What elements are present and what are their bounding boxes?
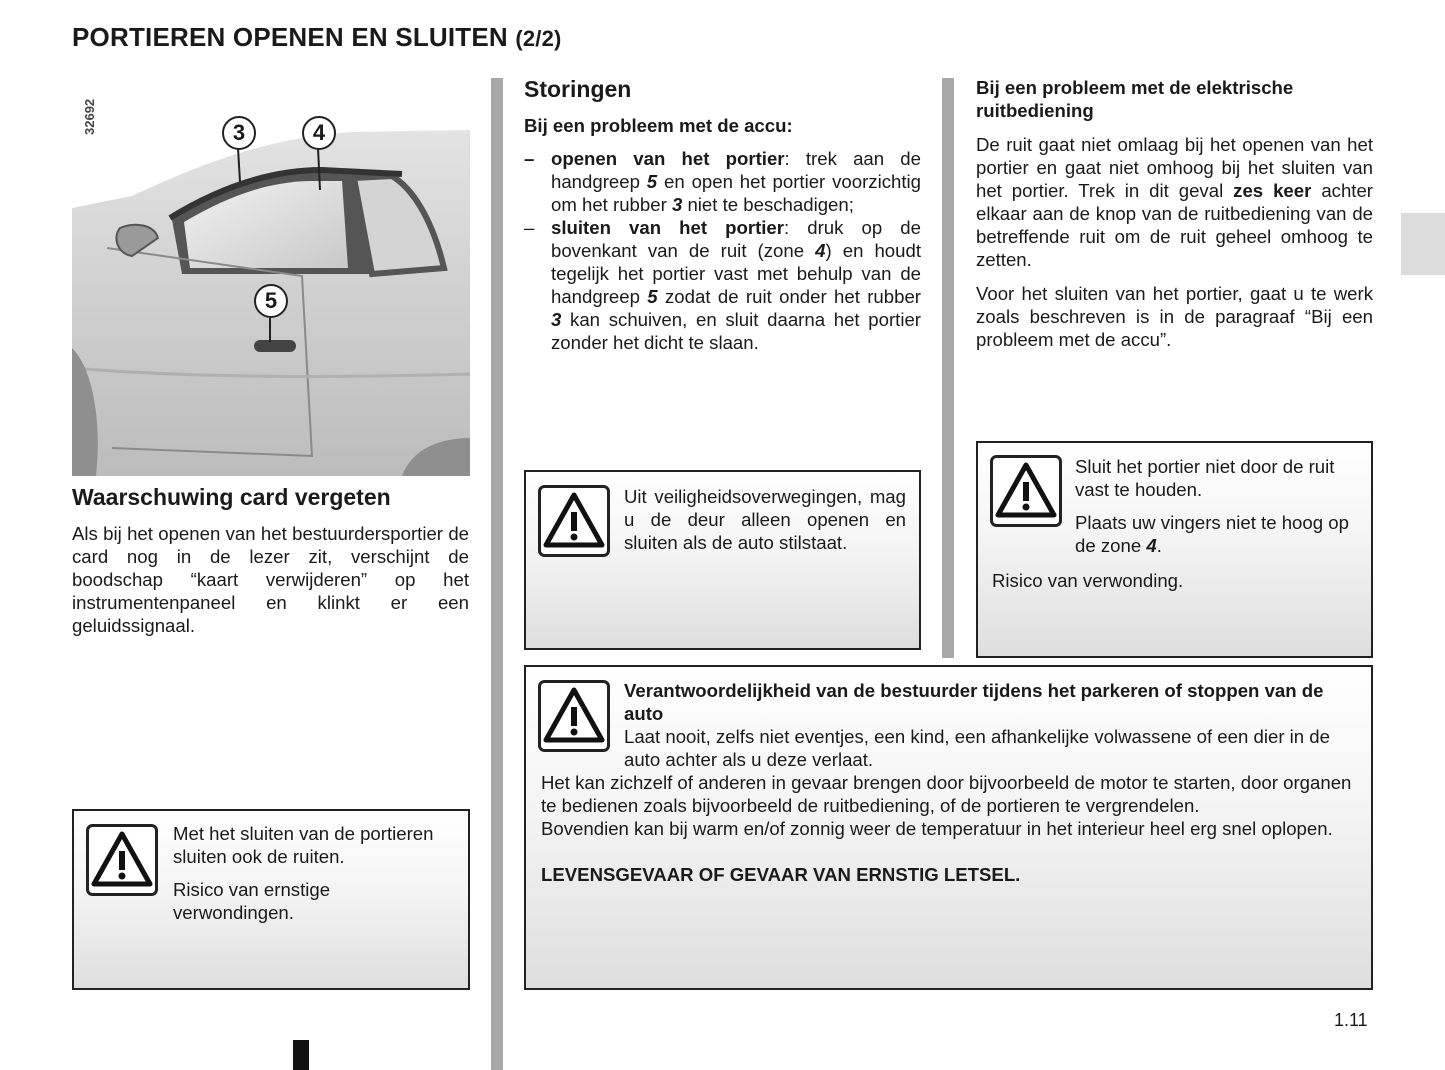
ref-number: 4 [815, 240, 826, 261]
bottom-warning-p2: Het kan zichzelf of anderen in gevaar brengen door bijvoorbeeld de motor te starten, door organen te bedienen zoals bijvoorbeeld de ruitbediening, of de portieren te vergrendelen. [541, 772, 1352, 816]
figure-label-5: 5 [254, 284, 288, 318]
middle-subheading: Bij een probleem met de accu: [524, 115, 793, 136]
bottom-warning-p1: Laat nooit, zelfs niet eventjes, een kind, een afhankelijke volwassene of een dier in de auto achter als u deze verlaat. [624, 726, 1330, 770]
list-item [524, 147, 921, 216]
list-item-text: : trek aan de handgreep [551, 148, 921, 192]
list-item-bold: sluiten van het portier [551, 217, 785, 238]
middle-warning-box [524, 470, 921, 650]
car-door-figure [72, 78, 470, 476]
page-title-part: (2/2) [515, 26, 562, 51]
list-dash: – [524, 148, 535, 169]
list-item-text: zodat de ruit onder het rubber [657, 286, 921, 307]
left-warning-line-2: Risico van ernstige verwondingen. [173, 879, 331, 923]
left-warning-line-1: Met het sluiten van de portieren sluiten ook de ruiten. [173, 823, 434, 867]
list-item-text: niet te beschadigen; [682, 194, 854, 215]
right-subheading: Bij een probleem met de elektrische ruitbediening [976, 77, 1294, 121]
figure-code: 32692 [82, 98, 97, 135]
warning-icon [538, 485, 610, 557]
left-warning-text [173, 822, 455, 934]
right-p1-text: De ruit gaat niet omlaag bij het openen van het portier en gaat niet omhoog bij het sluiten van het portier. Trek in dit geval [976, 134, 1373, 201]
column-divider-right [942, 78, 954, 658]
right-p1-bold: zes keer [1233, 180, 1312, 201]
list-item-text: ) en houdt tegelijk het portier vast met behulp van de handgreep [551, 240, 921, 307]
bottom-warning-box [524, 665, 1373, 990]
right-warning-text-b: . [1156, 535, 1162, 556]
left-heading: Waarschuwing card vergeten [72, 484, 391, 510]
ref-number: 3 [671, 194, 683, 215]
list-item-bold: openen van het portier [551, 148, 785, 169]
right-warning-line-1: Sluit het portier niet door de ruit vast te houden. [1075, 456, 1335, 500]
ref-number: 3 [551, 309, 562, 330]
warning-icon [538, 680, 610, 752]
list-item-text: en open het portier voorzichtig om het rubber [551, 171, 921, 215]
left-paragraph: Als bij het openen van het bestuurdersportier de card nog in de lezer zit, verschijnt de boodschap “kaart verwijderen” op het instrumentenpaneel en klinkt er een geluidssignaal. [72, 523, 469, 636]
page-number: 1.11 [1334, 1010, 1368, 1030]
ref-number: 5 [646, 171, 658, 192]
right-warning-box [976, 441, 1373, 658]
figure-label-4: 4 [302, 116, 336, 150]
car-illustration [72, 78, 470, 476]
list-dash: – [524, 217, 535, 238]
right-p1-text: achter elkaar aan de knop van de ruitbediening van de betreffende ruit om de ruit geheel omhoog te zetten. [976, 180, 1373, 270]
right-warning-text-a: Plaats uw vingers niet te hoog op de zone [1075, 512, 1349, 556]
warning-icon [990, 455, 1062, 527]
print-marker [293, 1040, 309, 1070]
right-warning-line-3: Risico van verwonding. [992, 570, 1184, 591]
list-item [524, 216, 921, 354]
figure-label-3: 3 [222, 116, 256, 150]
right-warning-line-2 [1075, 511, 1357, 557]
list-item-text: : druk op de bovenkant van de ruit (zone [551, 217, 921, 261]
right-paragraph-2: Voor het sluiten van het portier, gaat u te werk zoals beschreven is in de paragraaf “Bij een probleem met de accu”. [976, 283, 1373, 350]
list-item-text: kan schuiven, en sluit daarna het portier zonder het dicht te slaan. [551, 309, 921, 353]
column-divider-left [491, 78, 503, 1070]
right-paragraph-1 [976, 133, 1373, 271]
page-title-text: PORTIEREN OPENEN EN SLUITEN [72, 22, 508, 52]
right-warning-text [1075, 455, 1357, 567]
middle-list [524, 147, 921, 354]
page-title [72, 22, 562, 53]
bottom-warning-p4: LEVENSGEVAAR OF GEVAAR VAN ERNSTIG LETSEL. [541, 864, 1021, 885]
left-warning-box [72, 809, 470, 990]
bottom-warning-heading: Verantwoordelijkheid van de bestuurder tijdens het parkeren of stoppen van de auto [624, 680, 1324, 724]
chapter-tab [1401, 213, 1445, 275]
bottom-warning-p3: Bovendien kan bij warm en/of zonnig weer de temperatuur in het interieur heel erg snel oplopen. [541, 818, 1333, 839]
warning-icon [86, 824, 158, 896]
ref-number: 4 [1146, 535, 1157, 556]
middle-warning-text: Uit veiligheidsoverwegingen, mag u de deur alleen openen en sluiten als de auto stilstaat. [624, 486, 906, 553]
ref-number: 5 [647, 286, 658, 307]
middle-heading: Storingen [524, 76, 632, 102]
